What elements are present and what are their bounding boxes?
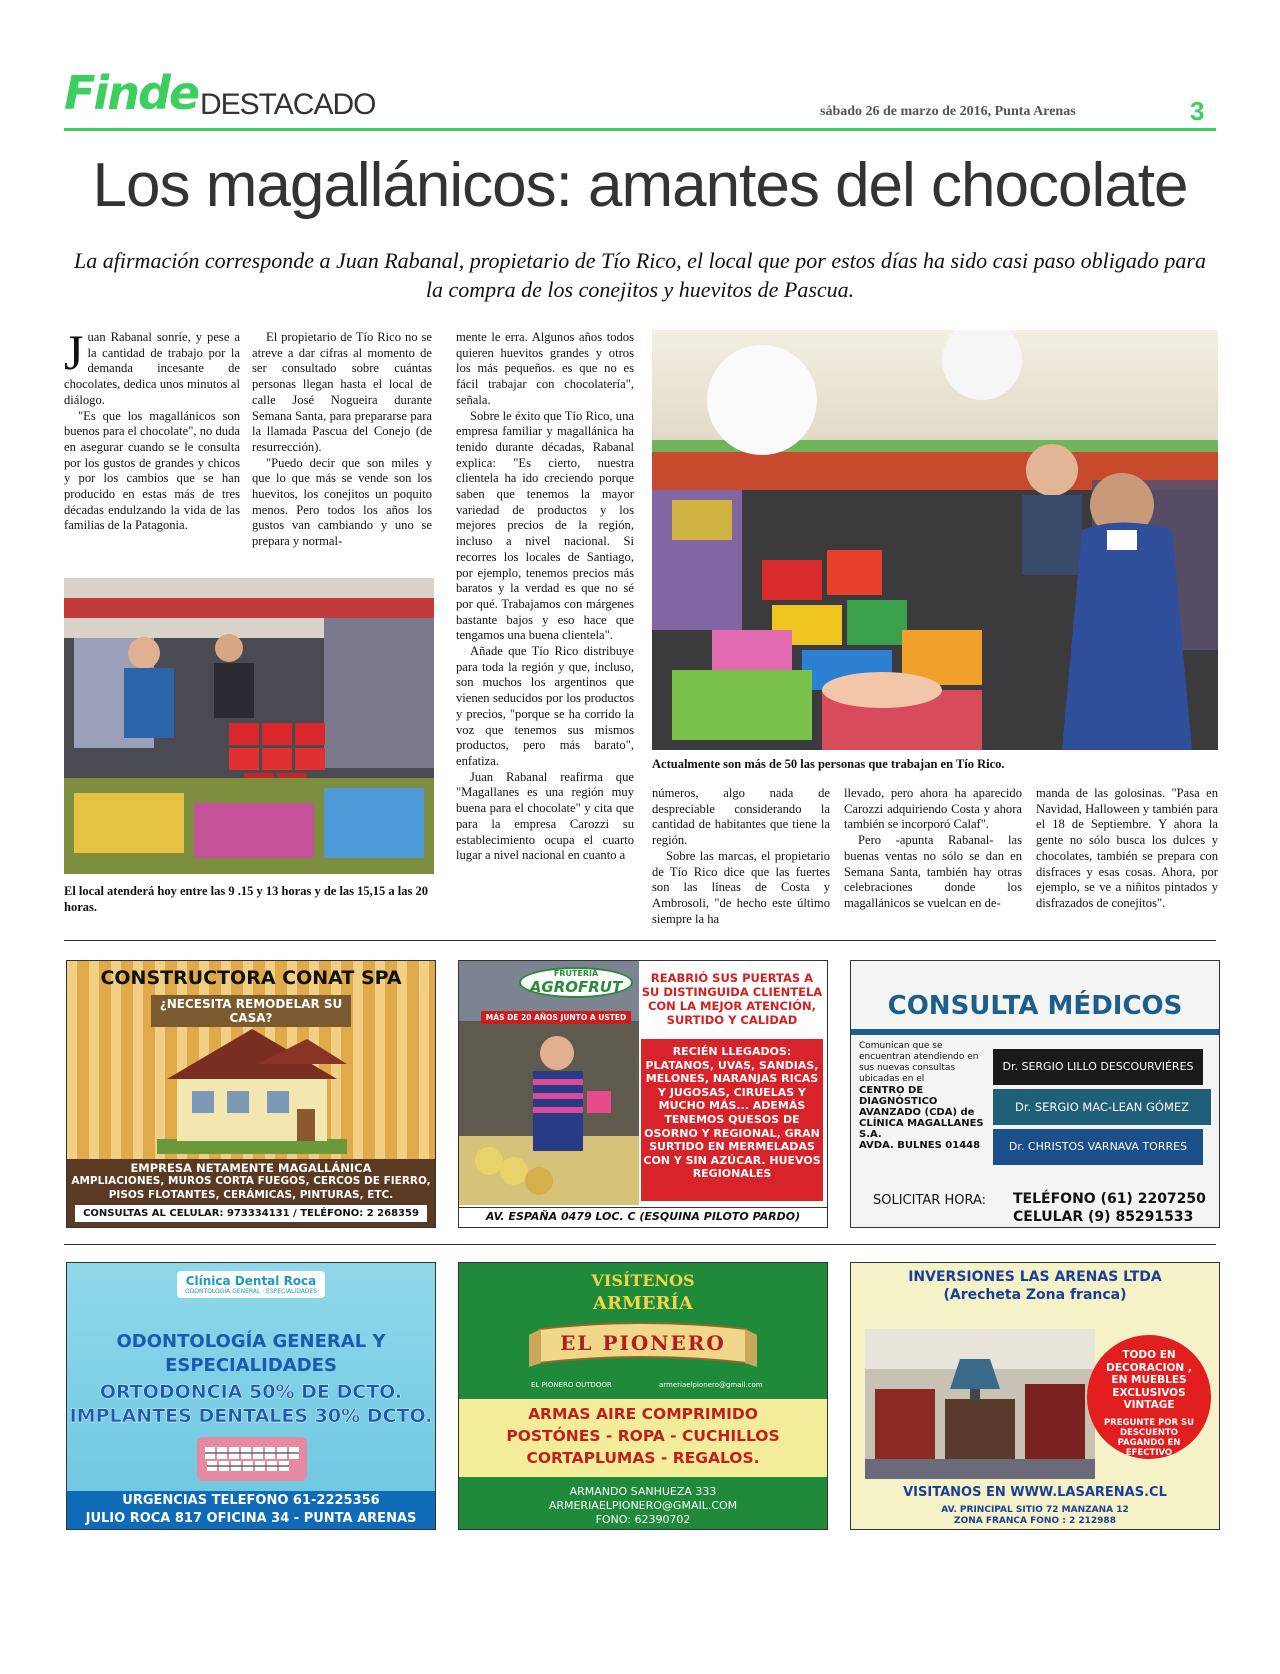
arenas-addr-2: ZONA FRANCA FONO : 2 212988 [954,1516,1116,1526]
paragraph: manda de las golosinas. "Pasa en Navidad, Halloween y también para el 18 de Septiembre. Y ahora la gente no sólo busca los dulces y chocolates, también se prepara con disfraces y esas cosas. Ahora, por ejemplo, se ve a niñitos pintados y disfrazados de conejitos". [1036,786,1218,910]
agrofrut-body: RECIÉN LLEGADOS: PLATANOS, UVAS, SANDIAS, MELONES, NARANJAS RICAS Y JUGOSAS, CIRUELAS Y MUCHO MÁS... ADEMÁS TENEMOS QUESOS DE OSORNO Y REGIONAL, GRAN SURTIDO EN MERMELADAS CON Y SIN AZÚCAR. HUEVOS REGIONALES [641,1039,823,1201]
armeria-addr-3: FONO: 62390702 [595,1513,691,1526]
agrofrut-address: AV. ESPAÑA 0479 LOC. C (ESQUINA PILOTO PARDO) [459,1207,827,1223]
dental-logo [177,1271,325,1298]
photo-caption-main: Actualmente son más de 50 las personas que trabajan en Tío Rico. [652,757,1005,771]
arenas-title-1: INVERSIONES LAS ARENAS LTDA [908,1269,1162,1285]
paragraph: El propietario de Tío Rico no se atreve a dar cifras al momento de ser consultado sobre cuántas personas llegan hasta el local de calle José Nogueira durante Semana Santa, para prepararse para la llamada Pascua del Conejo (de resurrección). [252,330,432,454]
house-illustration [147,1019,357,1154]
doctor-1: Dr. SERGIO LILLO DESCOURVIÉRES [993,1049,1203,1085]
ad-inversiones-las-arenas [850,1262,1220,1530]
ad-contact: CONSULTAS AL CELULAR: 973334131 / TELÉFONO: 2 268359 [75,1205,427,1222]
armeria-visitenos: VISÍTENOS [591,1271,695,1290]
dental-title-1: ODONTOLOGÍA GENERAL Y [116,1331,386,1352]
article-col-4 [652,786,830,927]
doctor-2: Dr. SERGIO MAC-LEAN GÓMEZ [993,1089,1211,1125]
arenas-addr-1: AV. PRINCIPAL SITIO 72 MANZANA 12 [941,1505,1129,1515]
paragraph: uan Rabanal sonríe, y pese a la cantidad de trabajo por la demanda incesante de chocolates, dedica unos minutos al diálogo. [64,330,240,407]
armeria-addr-2: ARMERIAELPIONERO@GMAIL.COM [548,1499,738,1512]
braces-illustration [197,1437,307,1481]
agrofrut-photo [459,961,639,1205]
ad-line1: EMPRESA NETAMENTE MAGALLÁNICA [130,1161,372,1175]
agrofrut-ribbon: MÁS DE 20 AÑOS JUNTO A USTED [481,1011,631,1024]
paragraph: Sobre las marcas, el propietario de Tío Rico dice que las fuertes son las líneas de Costa y Ambrosoli, "de hecho este último siempre la ha [652,848,830,926]
ad-intro [859,1041,989,1151]
armeria-name: ARMERÍA [593,1293,693,1314]
arenas-title-2: (Arecheta Zona franca) [943,1287,1127,1303]
article-col-2 [252,330,432,550]
paragraph: llevado, pero ahora ha aparecido Carozzi adquiriendo Costa y ahora también se incorporó Calaf". [844,786,1022,832]
divider [64,940,1216,941]
paragraph: números, algo nada de despreciable considerando la cantidad de habitantes que tiene la región. [652,786,830,848]
page-number: 3 [1190,96,1205,126]
intro-line-3: AVDA. BULNES 01448 [859,1140,981,1151]
armeria-addr-1: ARMANDO SANHUEZA 333 [569,1485,717,1498]
doctor-3: Dr. CHRISTOS VARNAVA TORRES [993,1129,1203,1165]
paragraph: "Puedo decir que son miles y que lo que más se vende son los huevitos, los conejitos un poquito menos. Pero todos los años los gustos van cambiando y uno se prepara y normal- [252,455,432,549]
paragraph: Juan Rabanal reafirma que "Magallanes es una región muy buena para el chocolate" y cita que para la empresa Carozzi su establecimiento ocupa el cuarto lugar a nivel nacional en cuanto a [456,769,634,863]
ad-line2: AMPLIACIONES, MUROS CORTA FUEGOS, CERCOS DE FIERRO, [71,1175,431,1187]
dateline: sábado 26 de marzo de 2016, Punta Arenas [820,104,1076,119]
ad-title: CONSULTA MÉDICOS [887,991,1183,1021]
section-logo: Finde [64,66,199,120]
logo-top: FRUTERIA [553,969,599,978]
ad-question: ¿NECESITA REMODELAR SU CASA? [151,995,351,1027]
armeria-line-2: POSTÓNES - ROPA - CUCHILLOS [506,1427,780,1445]
article-col-3 [456,330,634,864]
divider [64,1244,1216,1245]
article-col-6 [1036,786,1218,912]
telefono: TELÉFONO (61) 2207250 [1013,1191,1206,1207]
logo-sub: ODONTOLOGÍA GENERAL · ESPECIALIDADES [184,1288,318,1295]
secondary-photo [64,578,434,874]
solicitar-label: SOLICITAR HORA: [873,1193,987,1208]
ad-agrofrut [458,960,828,1228]
ad-title: CONSTRUCTORA CONAT SPA [100,967,402,989]
agrofrut-headline: REABRIÓ SUS PUERTAS A SU DISTINGUIDA CLIENTELA CON LA MEJOR ATENCIÓN, SURTIDO Y CALIDAD [641,971,823,1027]
furniture-photo [865,1329,1095,1479]
dropcap: J [64,324,84,380]
ad-armeria-el-pionero [458,1262,828,1530]
subsection-label: DESTACADO [200,88,376,121]
ad-consulta-medicos [850,960,1220,1228]
header-rule [64,128,1216,131]
agrofrut-logo [519,967,633,998]
article-col-1 [64,324,240,534]
logo-brand: AGROFRUT [529,978,623,996]
armeria-social-2: armeriaelpionero@gmail.com [659,1381,763,1389]
armeria-line-3: CORTAPLUMAS - REGALOS. [526,1449,760,1467]
deck: La afirmación corresponde a Juan Rabanal, propietario de Tío Rico, el local que por estos días ha sido casi paso obligado para la compra de los conejitos y huevitos de Pascua. [74,248,1206,302]
dental-promo-1: ORTODONCIA 50% DE DCTO. [99,1381,403,1403]
armeria-line-1: ARMAS AIRE COMPRIMIDO [528,1405,758,1423]
title-bar [851,1029,1219,1035]
intro-line-1: Comunican que se encuentran atendiendo en sus nuevas consultas ubicadas en el [859,1041,979,1084]
intro-line-2: CENTRO DE DIAGNÓSTICO AVANZADO (CDA) de CLÍNICA MAGALLANES S.A. [859,1085,984,1140]
ad-constructora-conat [66,960,436,1228]
ad-clinica-dental-roca [66,1262,436,1530]
main-photo [652,330,1218,750]
armeria-social-1: EL PIONERO OUTDOOR [531,1381,612,1389]
ad-line3: PISOS FLOTANTES, CERÁMICAS, PINTURAS, ETC. [108,1189,394,1201]
paragraph: Sobre le éxito que Tío Rico, una empresa familiar y magallánica ha tenido durante décadas, Rabanal explica: "Es cierto, nuestra clientela ha ido creciendo porque saben que tenemos la mayor variedad de productos y los mejores precios de la región, incluso a nivel nacional. Si recorres los locales de Santiago, por ejemplo, tenemos precios más baratos y la verdad es que no sé por qué. Trabajamos con márgenes bastante bajos y eso hace que tengamos una buena clientela". [456,408,634,643]
circle-text-2: PREGUNTE POR SU DESCUENTO PAGANDO EN EFECTIVO [1103,1417,1195,1458]
dental-title-2: ESPECIALIDADES [165,1355,337,1376]
paragraph: Añade que Tío Rico distribuye para toda la región y que, incluso, son muchos los argentinos que vienen seducidos por los productos y precios, "porque se ha corrido la voz que tenemos sus mismos productos, pero más barato", enfatiza. [456,644,634,768]
arenas-web: VISITANOS EN WWW.LASARENAS.CL [903,1485,1167,1500]
circle-text-1: TODO EN DECORACION , EN MUEBLES EXCLUSIVOS VINTAGE [1106,1349,1192,1411]
dental-promo-2: IMPLANTES DENTALES 30% DCTO. [69,1405,433,1427]
paragraph: mente le erra. Algunos años todos quieren huevitos grandes y otros los más pequeños. es que no es fácil trabajar con chocolatería", señala. [456,330,634,407]
celular: CELULAR (9) 85291533 [1013,1209,1194,1225]
paragraph: "Es que los magallánicos son buenos para el chocolate", no duda en asegurar cuando se le consulta por los gustos de grandes y chicos y por los cambios que se han producido en estas más de tres décadas endulzando la vida de las familias de la Patagonia. [64,408,240,533]
headline: Los magallánicos: amantes del chocolate [92,151,1188,220]
article-col-5 [844,786,1022,912]
dental-urgencias: URGENCIAS TELEFONO 61-2225356 [122,1493,380,1508]
photo-caption-small: El local atenderá hoy entre las 9 .15 y 13 horas y de las 15,15 a las 20 horas. [64,884,429,914]
paragraph: Pero -apunta Rabanal- las buenas ventas no sólo se dan en Semana Santa, también hay otras celebraciones donde los magallánicos se vuelcan en de- [844,833,1022,910]
logo-name: Clínica Dental Roca [185,1274,317,1288]
dental-direccion: JULIO ROCA 817 OFICINA 34 - PUNTA ARENAS [85,1511,417,1526]
armeria-el-pionero: EL PIONERO [560,1331,726,1355]
arenas-promo-circle [1087,1335,1211,1459]
